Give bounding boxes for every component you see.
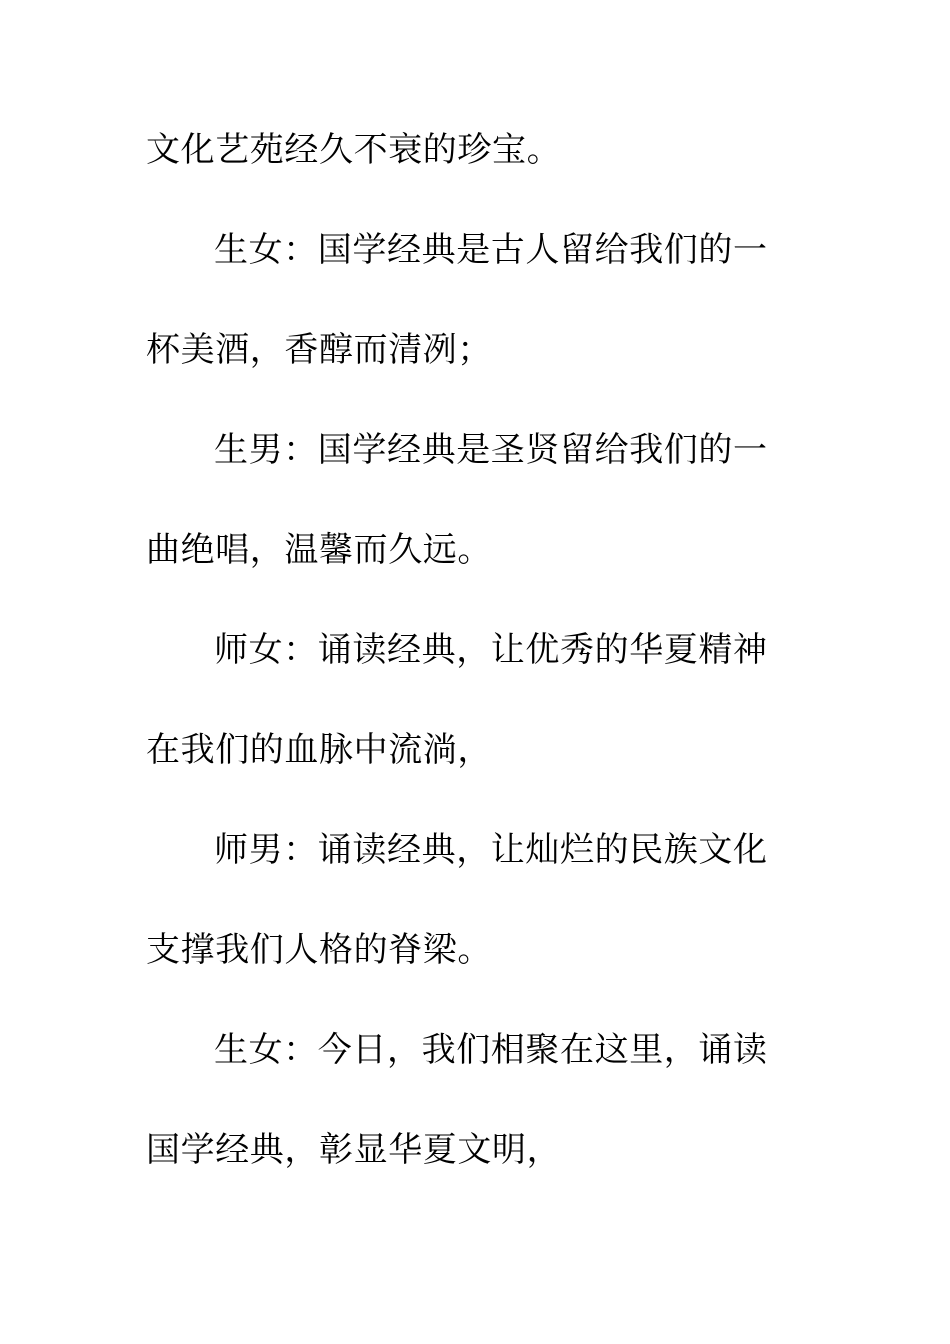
text-line: 生男：国学经典是圣贤留给我们的一 [214,430,768,470]
text-line: 杯美酒，香醇而清冽； [146,330,492,370]
text-line: 在我们的血脉中流淌， [146,730,492,770]
text-line: 曲绝唱，温馨而久远。 [146,530,492,570]
text-line: 师男：诵读经典，让灿烂的民族文化 [214,830,768,870]
text-line: 生女：国学经典是古人留给我们的一 [214,230,768,270]
text-line: 文化艺苑经久不衰的珍宝。 [146,130,562,170]
text-line: 师女：诵读经典，让优秀的华夏精神 [214,630,768,670]
text-line: 支撑我们人格的脊梁。 [146,930,492,970]
text-line: 生女：今日，我们相聚在这里，诵读 [214,1030,768,1070]
text-line: 国学经典，彰显华夏文明， [146,1130,562,1170]
